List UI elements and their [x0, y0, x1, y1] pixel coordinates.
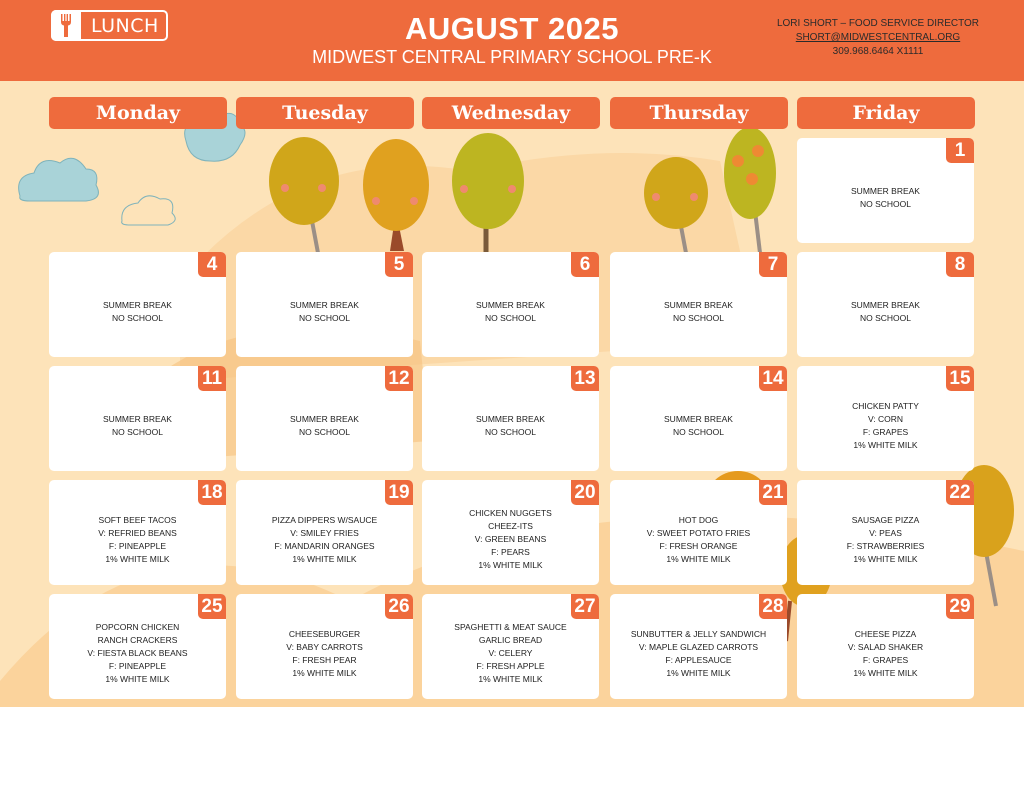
menu-line: 1% WHITE MILK	[292, 553, 357, 564]
menu-line: SUMMER BREAK	[290, 299, 359, 310]
day-number: 26	[385, 594, 413, 619]
day-number: 4	[198, 252, 226, 277]
menu-line: F: PINEAPPLE	[108, 661, 167, 671]
day-number: 8	[946, 252, 974, 277]
menu-line: 1% WHITE MILK	[105, 674, 170, 684]
menu-line: HOT DOG	[678, 514, 719, 525]
menu-line: NO SCHOOL	[484, 426, 536, 437]
menu-items	[426, 384, 595, 467]
calendar-day-cell	[422, 252, 599, 357]
day-number: 21	[759, 480, 787, 505]
page-title: AUGUST 2025	[405, 11, 619, 46]
day-number: 13	[571, 366, 599, 391]
menu-line: 1% WHITE MILK	[478, 560, 543, 570]
calendar-day-cell	[797, 594, 974, 699]
menu-line: V: CORN	[867, 413, 904, 424]
menu-line: V: SALAD SHAKER	[847, 641, 924, 652]
menu-line: F: PEARS	[491, 547, 530, 557]
calendar-day-cell	[610, 252, 787, 357]
menu-line: 1% WHITE MILK	[478, 674, 543, 684]
weekday-header-monday: Monday	[49, 97, 227, 129]
menu-line: NO SCHOOL	[859, 312, 911, 323]
menu-line: 1% WHITE MILK	[666, 667, 731, 678]
day-number: 12	[385, 366, 413, 391]
menu-line: SOFT BEEF TACOS	[98, 514, 177, 525]
menu-line: F: MANDARIN ORANGES	[274, 540, 375, 551]
menu-line: PIZZA DIPPERS W/SAUCE	[271, 514, 378, 525]
menu-line: NO SCHOOL	[484, 312, 536, 323]
weekday-header-wednesday: Wednesday	[422, 97, 600, 129]
menu-items	[240, 612, 409, 695]
menu-line: GARLIC BREAD	[478, 635, 543, 645]
menu-line: F: FRESH PEAR	[292, 654, 357, 665]
menu-line: F: FRESH APPLE	[476, 661, 545, 671]
calendar-day-cell	[49, 480, 226, 585]
day-number: 18	[198, 480, 226, 505]
weekday-header-thursday: Thursday	[610, 97, 788, 129]
calendar-day-cell	[49, 252, 226, 357]
cloud-icon	[19, 158, 99, 201]
menu-line: SUMMER BREAK	[664, 299, 733, 310]
calendar-day-cell	[797, 252, 974, 357]
menu-line: SUMMER BREAK	[664, 413, 733, 424]
menu-line: V: CELERY	[488, 648, 533, 658]
calendar-day-cell	[236, 480, 413, 585]
calendar-day-cell	[236, 366, 413, 471]
day-number: 25	[198, 594, 226, 619]
calendar-day-cell	[610, 480, 787, 585]
menu-line: POPCORN CHICKEN	[95, 622, 180, 632]
menu-items	[801, 498, 970, 581]
menu-line: SUMMER BREAK	[103, 299, 172, 310]
menu-line: NO SCHOOL	[111, 426, 163, 437]
calendar-day-cell	[422, 480, 599, 585]
menu-items	[614, 612, 783, 695]
menu-line: SUNBUTTER & JELLY SANDWICH	[630, 628, 767, 639]
menu-line: V: REFRIED BEANS	[98, 527, 177, 538]
menu-line: V: BABY CARROTS	[286, 641, 363, 652]
calendar-day-cell	[236, 252, 413, 357]
menu-line: F: GRAPES	[862, 426, 909, 437]
day-number: 11	[198, 366, 226, 391]
day-number: 29	[946, 594, 974, 619]
cloud-icon	[122, 196, 176, 225]
menu-line: CHEESE PIZZA	[854, 628, 917, 639]
menu-line: NO SCHOOL	[298, 426, 350, 437]
day-number: 1	[946, 138, 974, 163]
day-number: 6	[571, 252, 599, 277]
menu-line: SUMMER BREAK	[851, 299, 920, 310]
menu-line: F: APPLESAUCE	[665, 654, 732, 665]
menu-line: NO SCHOOL	[859, 198, 911, 209]
calendar-day-cell	[422, 594, 599, 699]
menu-line: F: STRAWBERRIES	[846, 540, 925, 551]
menu-line: SAUSAGE PIZZA	[851, 514, 920, 525]
menu-line: CHICKEN PATTY	[852, 400, 919, 411]
menu-line: F: FRESH ORANGE	[659, 540, 738, 551]
menu-line: SUMMER BREAK	[851, 185, 920, 196]
menu-line: SPAGHETTI & MEAT SAUCE	[454, 622, 567, 632]
lunch-logo	[51, 10, 168, 41]
menu-items	[801, 612, 970, 695]
weekday-header-tuesday: Tuesday	[236, 97, 414, 129]
logo-label: LUNCH	[91, 15, 159, 37]
contact-name: LORI SHORT – FOOD SERVICE DIRECTOR	[776, 18, 980, 29]
calendar-day-cell	[610, 366, 787, 471]
menu-line: 1% WHITE MILK	[853, 553, 918, 564]
contact-phone: 309.968.6464 X1111	[832, 46, 924, 57]
contact-info	[770, 17, 986, 59]
menu-line: NO SCHOOL	[111, 312, 163, 323]
menu-line: NO SCHOOL	[298, 312, 350, 323]
menu-line: V: GREEN BEANS	[474, 534, 547, 544]
day-number: 5	[385, 252, 413, 277]
menu-items	[53, 498, 222, 581]
menu-items	[53, 384, 222, 467]
menu-items	[614, 498, 783, 581]
menu-items	[53, 270, 222, 353]
calendar-day-cell	[797, 138, 974, 243]
menu-line: RANCH CRACKERS	[97, 635, 178, 645]
day-number: 14	[759, 366, 787, 391]
menu-line: V: FIESTA BLACK BEANS	[87, 648, 188, 658]
day-number: 20	[571, 480, 599, 505]
menu-items	[240, 384, 409, 467]
menu-line: 1% WHITE MILK	[853, 667, 918, 678]
menu-line: V: SMILEY FRIES	[290, 527, 359, 538]
menu-line: NO SCHOOL	[672, 312, 724, 323]
menu-items	[614, 384, 783, 467]
menu-items	[426, 612, 595, 695]
menu-items	[240, 498, 409, 581]
day-number: 7	[759, 252, 787, 277]
menu-line: V: PEAS	[869, 527, 902, 538]
day-number: 27	[571, 594, 599, 619]
weekday-header-friday: Friday	[797, 97, 975, 129]
day-number: 19	[385, 480, 413, 505]
calendar-day-cell	[49, 366, 226, 471]
menu-line: 1% WHITE MILK	[853, 439, 918, 450]
menu-line: F: GRAPES	[862, 654, 909, 665]
menu-items	[53, 612, 222, 695]
menu-line: F: PINEAPPLE	[108, 540, 167, 551]
menu-items	[801, 384, 970, 467]
menu-line: 1% WHITE MILK	[105, 553, 170, 564]
menu-items	[801, 270, 970, 353]
menu-line: V: MAPLE GLAZED CARROTS	[638, 641, 759, 652]
menu-line: SUMMER BREAK	[103, 413, 172, 424]
menu-line: CHICKEN NUGGETS	[469, 508, 552, 518]
day-number: 15	[946, 366, 974, 391]
menu-items	[240, 270, 409, 353]
menu-line: 1% WHITE MILK	[292, 667, 357, 678]
menu-items	[801, 156, 970, 239]
calendar-day-cell	[610, 594, 787, 699]
calendar-day-cell	[422, 366, 599, 471]
menu-line: V: SWEET POTATO FRIES	[646, 527, 751, 538]
calendar-day-cell	[49, 594, 226, 699]
calendar-day-cell	[236, 594, 413, 699]
header-banner	[0, 0, 1024, 81]
menu-items	[614, 270, 783, 353]
menu-line: SUMMER BREAK	[290, 413, 359, 424]
calendar-day-cell	[797, 366, 974, 471]
menu-line: SUMMER BREAK	[476, 299, 545, 310]
menu-line: CHEESEBURGER	[288, 628, 361, 639]
day-number: 28	[759, 594, 787, 619]
menu-line: SUMMER BREAK	[476, 413, 545, 424]
menu-line: 1% WHITE MILK	[666, 553, 731, 564]
contact-email-link[interactable]: SHORT@MIDWESTCENTRAL.ORG	[795, 32, 961, 43]
fork-icon	[51, 10, 81, 41]
calendar-day-cell	[797, 480, 974, 585]
menu-items	[426, 498, 595, 581]
menu-items	[426, 270, 595, 353]
menu-line: NO SCHOOL	[672, 426, 724, 437]
menu-line: CHEEZ-ITS	[488, 521, 533, 531]
page-subtitle: MIDWEST CENTRAL PRIMARY SCHOOL PRE-K	[312, 47, 712, 67]
day-number: 22	[946, 480, 974, 505]
